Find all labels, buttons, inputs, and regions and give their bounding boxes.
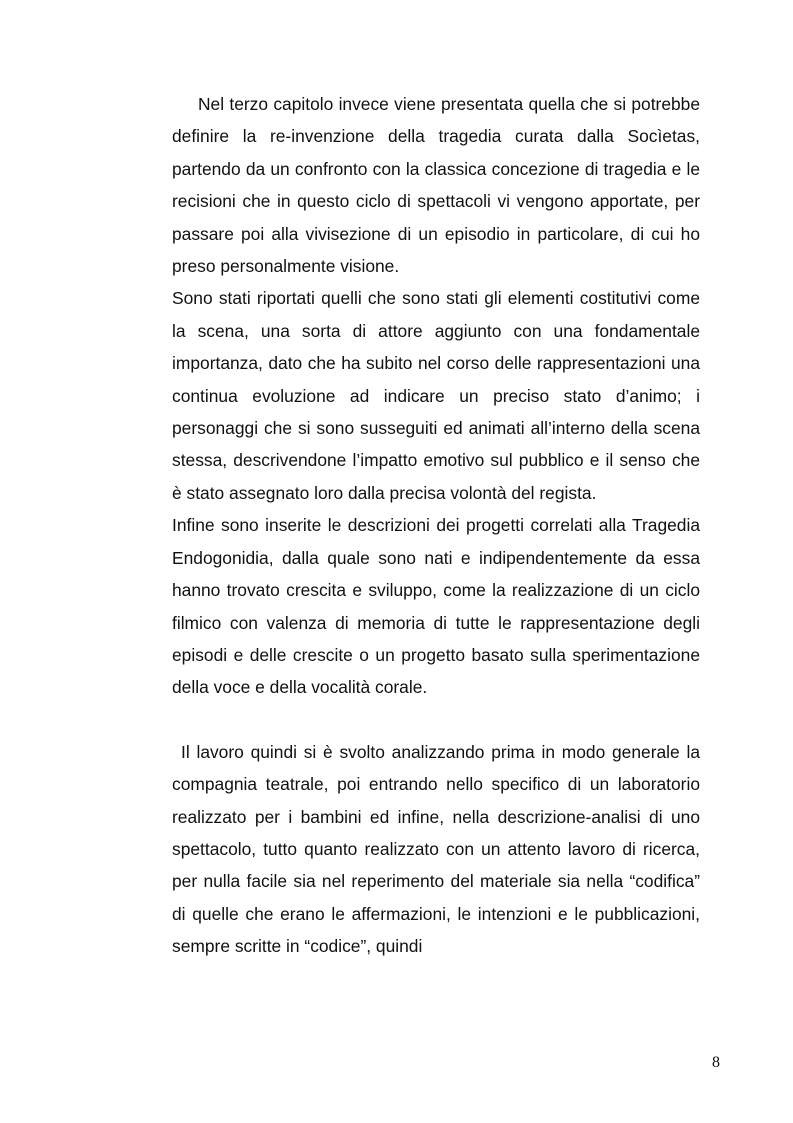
paragraph-related-projects: Infine sono inserite le descrizioni dei progetti correlati alla Tragedia Endogonidia, dalla quale sono nati e indipendentemente da essa hanno trovato crescita e sviluppo, come la realizzazione di un ciclo filmico con valenza di memoria di tutte le rappresentazione degli episodi e delle crescite o un progetto basato sulla sperimentazione della voce e della vocalità corale. [172,515,700,698]
paragraph-third-chapter: Nel terzo capitolo invece viene presentata quella che si potrebbe definire la re-invenzione della tragedia curata dalla Socìetas, partendo da un confronto con la classica concezione di tragedia e le recisioni che in questo ciclo di spettacoli vi vengono apportate, per passare poi alla vivisezione di un episodio in particolare, di cui ho preso personalmente visione. [172,94,700,277]
body-text [172,88,700,963]
paragraph-gap [172,704,700,736]
paragraph-work-summary: Il lavoro quindi si è svolto analizzando prima in modo generale la compagnia teatrale, poi entrando nello specifico di un laboratorio realizzato per i bambini ed infine, nella descrizione-analisi di uno spettacolo, tutto quanto realizzato con un attento lavoro di ricerca, per nulla facile sia nel reperimento del materiale sia nella “codifica” di quelle che erano le affermazioni, le intenzioni e le pubblicazioni, sempre scritte in “codice”, quindi [172,741,700,957]
paragraph-constitutive-elements: Sono stati riportati quelli che sono stati gli elementi costitutivi come la scena, una sorta di attore aggiunto con una fondamentale importanza, dato che ha subito nel corso delle rappresentazioni una continua evoluzione ad indicare un preciso stato d’animo; i personaggi che si sono susseguiti ed animati all’interno della scena stessa, descrivendone l’impatto emotivo sul pubblico e il senso che è stato assegnato loro dalla precisa volontà del regista. [172,288,700,503]
page-number: 8 [712,1054,720,1071]
